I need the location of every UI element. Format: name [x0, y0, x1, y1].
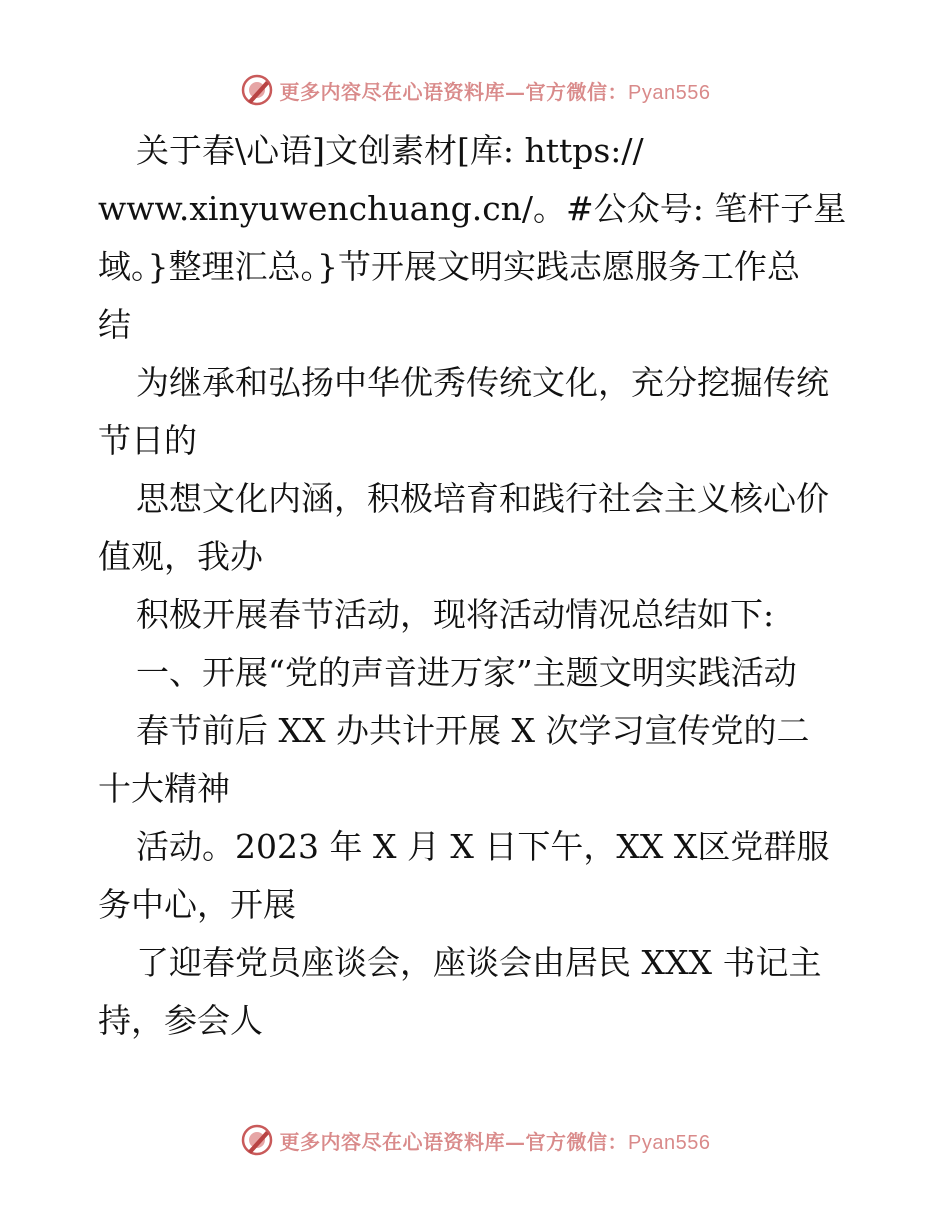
watermark-text: 更多内容尽在心语资料库—官方微信：Pyan556	[279, 79, 711, 104]
paragraph: 为继承和弘扬中华优秀传统文化，充分挖掘传统 节日的	[98, 363, 829, 460]
paragraph: 活动。2023 年 X 月 X 日下午，XX X区党群服 务中心，开展	[98, 827, 830, 924]
footer-watermark	[0, 1120, 950, 1160]
paragraph: 思想文化内涵，积极培育和践行社会主义核心价 值观，我办	[98, 479, 829, 576]
header-watermark	[0, 70, 950, 110]
paragraph: 春节前后 XX 办共计开展 X 次学习宣传党的二 十大精神	[98, 711, 810, 808]
document-body	[98, 122, 858, 1050]
pen-logo-icon	[240, 1123, 274, 1157]
paragraph: 关于春\心语]文创素材[库: https:// www.xinyuwenchuang.cn/。#公众号: 笔杆子星 域。}整理汇总。}节开展文明实践志愿服务工作总 结	[98, 131, 847, 344]
watermark-text: 更多内容尽在心语资料库—官方微信：Pyan556	[279, 1129, 711, 1154]
pen-logo-icon	[240, 73, 274, 107]
paragraph: 了迎春党员座谈会，座谈会由居民 XXX 书记主 持，参会人	[98, 943, 822, 1040]
paragraph: 一、开展“党的声音进万家”主题文明实践活动	[136, 653, 797, 692]
paragraph: 积极开展春节活动，现将活动情况总结如下:	[136, 595, 775, 634]
